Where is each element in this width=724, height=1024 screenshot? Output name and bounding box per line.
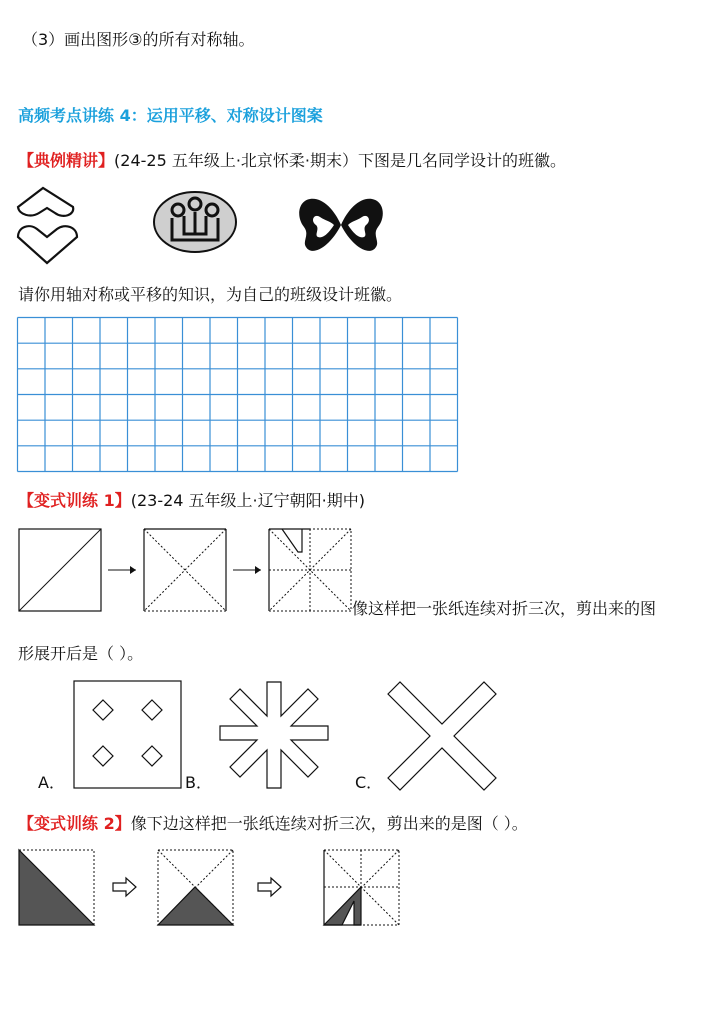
example-line (18, 150, 566, 172)
fold-diagram-2 (18, 849, 408, 929)
practice1-line (18, 490, 365, 512)
practice1-text-line2: 形展开后是（ ）。 (18, 644, 144, 663)
practice1-tag: 【变式训练 1】 (18, 491, 131, 510)
badge-oval (152, 190, 238, 254)
example-tag: 【典例精讲】 (18, 151, 115, 170)
option-a-label[interactable]: A． (38, 773, 65, 792)
practice1-text: 像这样把一张纸连续对折三次，剪出来的图 (352, 599, 657, 618)
option-b-figure[interactable] (218, 680, 330, 792)
design-instruction: 请你用轴对称或平移的知识，为自己的班级设计班徽。 (18, 285, 403, 304)
badge-diamond-heart (15, 185, 80, 265)
fold-diagram-1 (18, 528, 358, 613)
badge-heart-shape (18, 226, 77, 263)
option-c-figure[interactable] (386, 680, 498, 792)
practice1-source: (23-24 五年级上·辽宁朝阳·期中) (130, 491, 365, 510)
design-grid[interactable] (17, 317, 458, 472)
badge-top-shape (18, 188, 73, 216)
option-c-label[interactable]: C． (355, 773, 383, 792)
section-title: 高频考点讲练 4：运用平移、对称设计图案 (18, 106, 323, 125)
question-3: （3）画出图形③的所有对称轴。 (22, 30, 255, 49)
badge-double-heart (298, 195, 384, 255)
practice2-text: 像下边这样把一张纸连续对折三次，剪出来的是图（ ）。 (130, 814, 528, 833)
practice2-line (18, 813, 528, 835)
example-text: (24-25 五年级上·北京怀柔·期末）下图是几名同学设计的班徽。 (114, 151, 567, 170)
option-a-figure[interactable] (73, 680, 183, 790)
practice2-tag: 【变式训练 2】 (18, 814, 131, 833)
option-b-label[interactable]: B． (185, 773, 212, 792)
